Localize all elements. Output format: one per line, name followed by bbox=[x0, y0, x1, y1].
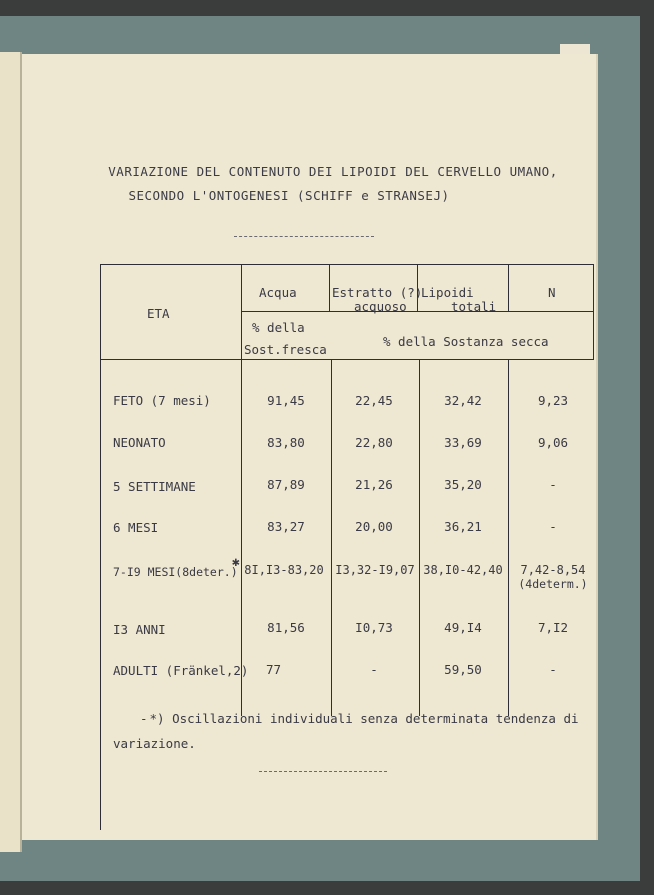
header-mid-rule bbox=[242, 311, 594, 312]
header-eta: ETA bbox=[147, 306, 170, 321]
subheader-fresh-2: Sost.fresca bbox=[244, 342, 327, 357]
row-5-lipoidi: 38,I0-42,40 bbox=[423, 563, 503, 577]
col-rule-1 bbox=[241, 264, 242, 716]
header-acqua: Acqua bbox=[259, 285, 297, 300]
row-5-eta: 7-I9 MESI(8deter.) bbox=[113, 565, 238, 579]
row-7-estratto: - bbox=[370, 662, 378, 677]
row-7-n: - bbox=[549, 662, 557, 677]
col-rule-2 bbox=[329, 264, 330, 311]
row-3-lipoidi: 35,20 bbox=[444, 477, 482, 492]
row-7-eta: ADULTI (Fränkel,2) bbox=[113, 663, 249, 678]
row-6-eta: I3 ANNI bbox=[113, 622, 166, 637]
row-1-lipoidi: 32,42 bbox=[444, 393, 482, 408]
footnote-text-1: *) Oscillazioni individuali senza determinata tendenza di bbox=[149, 711, 579, 726]
row-2-estratto: 22,80 bbox=[355, 435, 393, 450]
row-1-acqua: 91,45 bbox=[267, 393, 305, 408]
subheader-fresh-1: % della bbox=[252, 320, 305, 335]
table-left-rule bbox=[100, 264, 101, 830]
col-rule-4 bbox=[508, 264, 509, 311]
title-line-1: VARIAZIONE DEL CONTENUTO DEI LIPOIDI DEL CERVELLO UMANO, bbox=[108, 164, 558, 179]
footnote-divider bbox=[259, 771, 387, 772]
footnote-line-2: variazione. bbox=[113, 736, 196, 751]
row-3-estratto: 21,26 bbox=[355, 477, 393, 492]
row-6-n: 7,I2 bbox=[537, 620, 569, 635]
row-3-n: - bbox=[549, 477, 557, 492]
row-1-eta: FETO (7 mesi) bbox=[113, 393, 211, 408]
table-right-rule bbox=[593, 264, 594, 359]
row-1-n: 9,23 bbox=[537, 393, 569, 408]
row-4-lipoidi: 36,21 bbox=[444, 519, 482, 534]
row-7-lipoidi: 59,50 bbox=[444, 662, 482, 677]
row-2-acqua: 83,80 bbox=[267, 435, 305, 450]
col-rule-4b bbox=[508, 359, 509, 716]
row-2-n: 9,06 bbox=[537, 435, 569, 450]
row-5-n-note: (4determ.) bbox=[518, 577, 588, 591]
row-5-n: 7,42-8,54 bbox=[520, 563, 586, 577]
row-4-n: - bbox=[549, 519, 557, 534]
row-4-eta: 6 MESI bbox=[113, 520, 159, 535]
row-7-acqua: 77 bbox=[266, 662, 282, 677]
row-5-estratto: I3,32-I9,07 bbox=[335, 563, 415, 577]
row-6-lipoidi: 49,I4 bbox=[444, 620, 482, 635]
header-estratto-2: acquoso bbox=[354, 299, 407, 314]
header-lipoidi-1: Lipoidi bbox=[421, 285, 474, 300]
table-top-rule bbox=[100, 264, 594, 265]
header-lipoidi-2: totali bbox=[451, 299, 497, 314]
footnote-line-1: - *) Oscillazioni individuali senza determinata tendenza di bbox=[140, 711, 579, 726]
row-6-acqua: 81,56 bbox=[267, 620, 305, 635]
asterisk-mark: ✱ bbox=[232, 555, 240, 570]
row-5-acqua: 8I,I3-83,20 bbox=[244, 563, 324, 577]
header-bottom-rule bbox=[100, 359, 594, 360]
subheader-dry: % della Sostanza secca bbox=[383, 334, 549, 349]
row-3-acqua: 87,89 bbox=[267, 477, 305, 492]
row-4-acqua: 83,27 bbox=[267, 519, 305, 534]
title-divider bbox=[234, 236, 374, 237]
header-n: N bbox=[548, 285, 556, 300]
header-estratto-1: Estratto (?) bbox=[332, 285, 423, 300]
row-2-eta: NEONATO bbox=[113, 435, 166, 450]
row-3-eta: 5 SETTIMANE bbox=[113, 479, 196, 494]
row-2-lipoidi: 33,69 bbox=[444, 435, 482, 450]
row-4-estratto: 20,00 bbox=[355, 519, 393, 534]
title-line-2: SECONDO L'ONTOGENESI (SCHIFF e STRANSEJ) bbox=[128, 188, 450, 203]
row-6-estratto: I0,73 bbox=[355, 620, 393, 635]
row-1-estratto: 22,45 bbox=[355, 393, 393, 408]
